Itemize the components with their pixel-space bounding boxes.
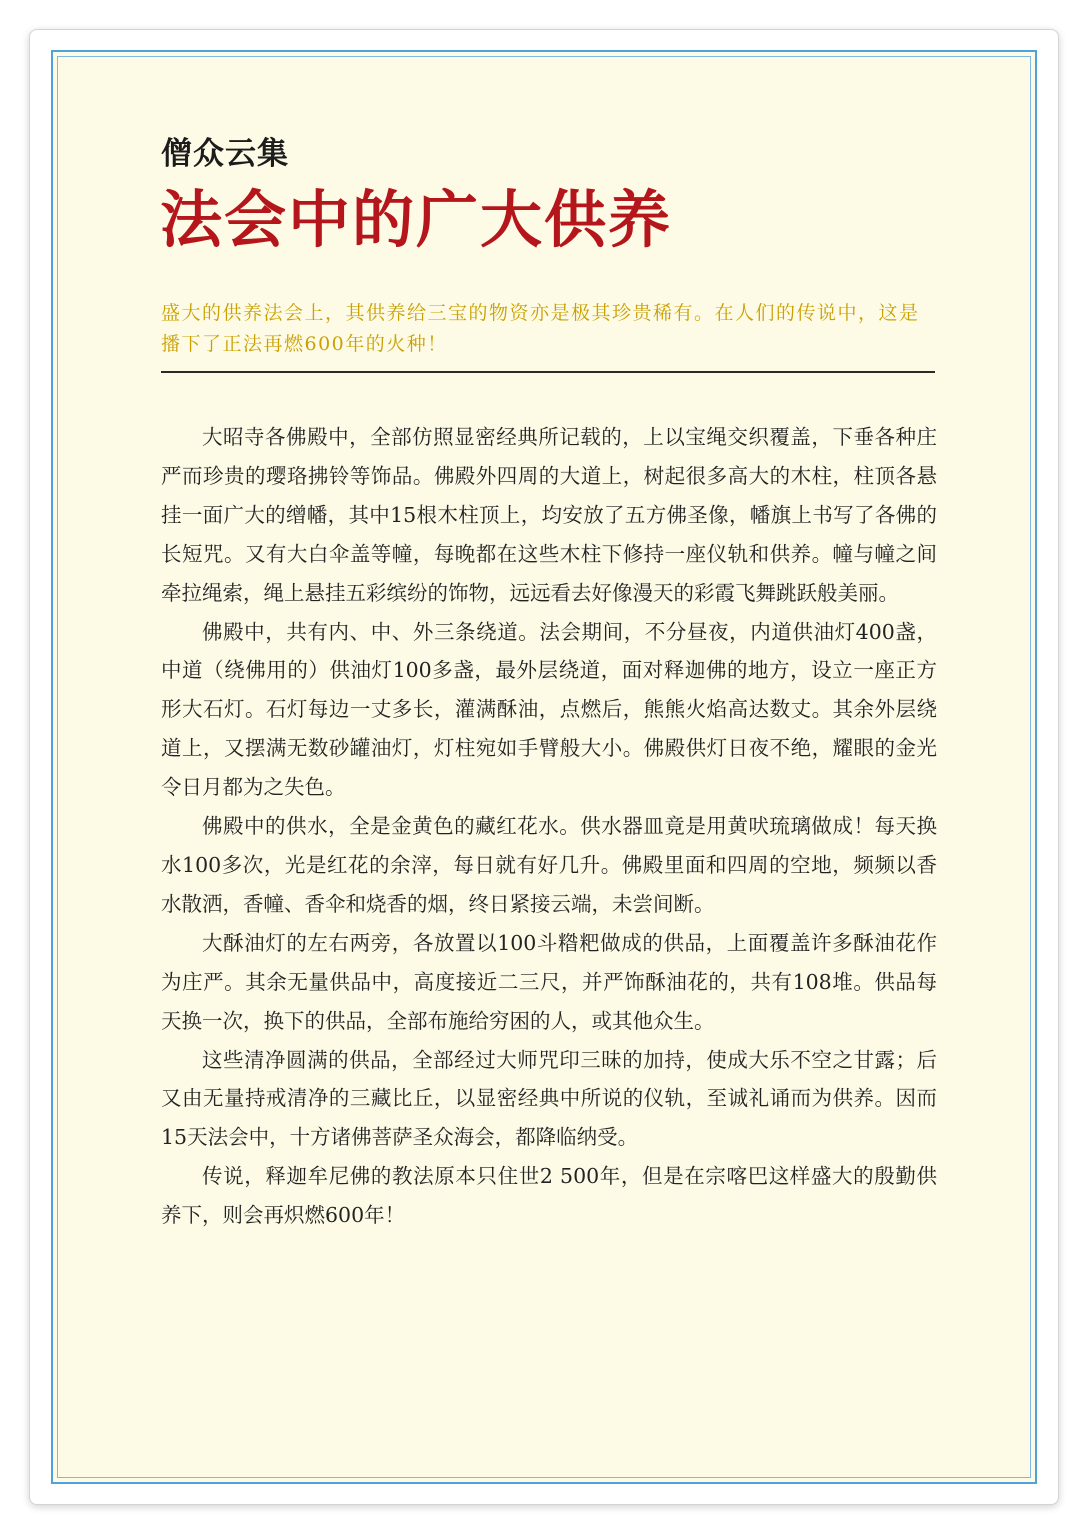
body-paragraph: 大昭寺各佛殿中，全部仿照显密经典所记载的，上以宝绳交织覆盖，下垂各种庄严而珍贵的璎珞拂铃等饰品。佛殿外四周的大道上，树起很多高大的木柱，柱顶各悬挂一面广大的缯幡，其中15根木柱顶上，均安放了五方佛圣像，幡旗上书写了各佛的长短咒。又有大白伞盖等幢，每晚都在这些木柱下修持一座仪轨和供养。幢与幢之间牵拉绳索，绳上悬挂五彩缤纷的饰物，远远看去好像漫天的彩霞飞舞跳跃般美丽。 xyxy=(161,425,937,605)
lead-paragraph: 盛大的供养法会上，其供养给三宝的物资亦是极其珍贵稀有。在人们的传说中，这是播下了正法再燃600年的火种！ xyxy=(161,302,920,355)
section-kicker: 僧众云集 xyxy=(161,136,289,172)
article-body xyxy=(161,418,937,1235)
divider-rule xyxy=(161,371,935,373)
body-paragraph: 佛殿中，共有内、中、外三条绕道。法会期间，不分昼夜，内道供油灯400盏，中道（绕佛用的）供油灯100多盏，最外层绕道，面对释迦佛的地方，设立一座正方形大石灯。石灯每边一丈多长，灌满酥油，点燃后，熊熊火焰高达数丈。其余外层绕道上，又摆满无数砂罐油灯，灯柱宛如手臂般大小。佛殿供灯日夜不绝，耀眼的金光令日月都为之失色。 xyxy=(161,619,937,800)
body-paragraph: 这些清净圆满的供品，全部经过大师咒印三昧的加持，使成大乐不空之甘露；后又由无量持戒清净的三藏比丘，以显密经典中所说的仪轨，至诚礼诵而为供养。因而15天法会中，十方诸佛菩萨圣众海会，都降临纳受。 xyxy=(161,1047,937,1150)
page-title: 法会中的广大供养 xyxy=(160,183,673,256)
body-paragraph: 传说，释迦牟尼佛的教法原本只住世2 500年，但是在宗喀巴这样盛大的殷勤供养下，则会再炽燃600年！ xyxy=(161,1164,937,1228)
body-paragraph: 大酥油灯的左右两旁，各放置以100斗糌粑做成的供品，上面覆盖许多酥油花作为庄严。其余无量供品中，高度接近二三尺，并严饰酥油花的，共有108堆。供品每天换一次，换下的供品，全部布施给穷困的人，或其他众生。 xyxy=(161,930,937,1033)
body-paragraph: 佛殿中的供水，全是金黄色的藏红花水。供水器皿竟是用黄吠琉璃做成！每天换水100多次，光是红花的余滓，每日就有好几升。佛殿里面和四周的空地，频频以香水散洒，香幢、香伞和烧香的烟，终日紧接云端，未尝间断。 xyxy=(161,814,937,916)
